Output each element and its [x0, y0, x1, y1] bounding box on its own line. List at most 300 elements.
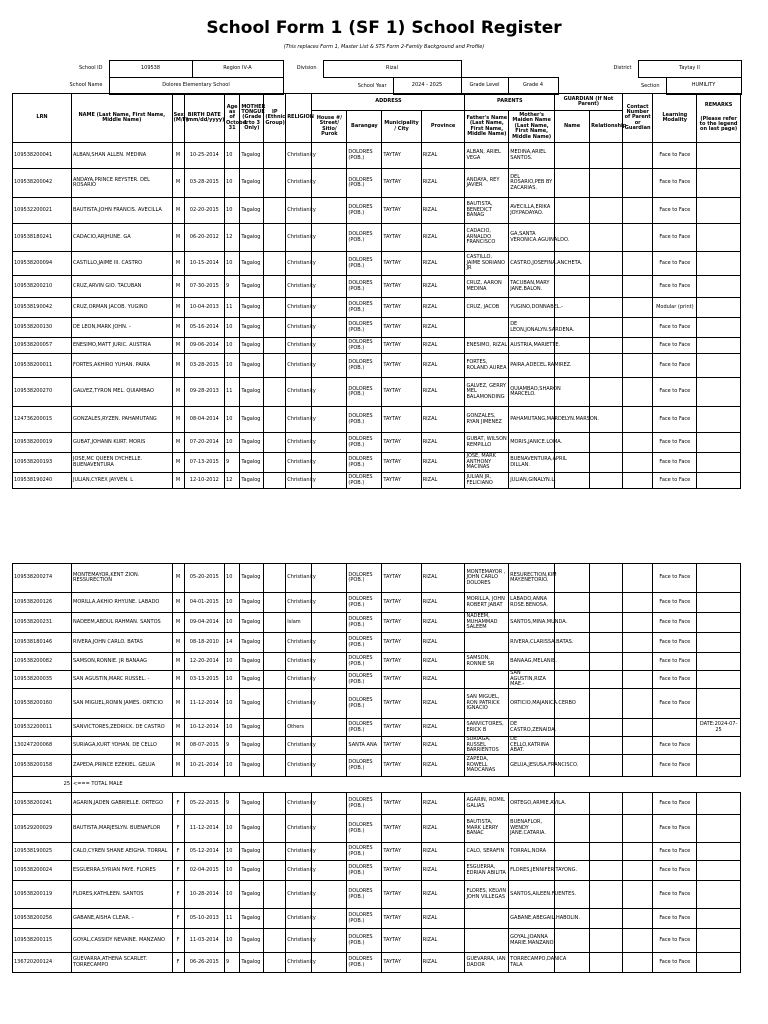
cell-remarks	[697, 276, 741, 298]
division-label: Division	[283, 61, 323, 78]
table-row	[13, 298, 741, 318]
cell-barangay: DOLORES (POB.)	[347, 252, 382, 276]
col-modality: Learning Modality	[653, 94, 697, 143]
cell-municipality: TAYTAY	[382, 453, 421, 473]
cell-age: 10	[225, 143, 240, 169]
cell-remarks	[697, 861, 741, 881]
cell-mother-name: QUIAMBAO,SHARON MARCELO.	[509, 378, 555, 407]
cell-mother-name: BANAAG,MELANIE.	[509, 653, 555, 671]
cell-lrn: 109538200011	[13, 354, 72, 378]
cell-contact-number	[622, 564, 653, 593]
cell-remarks	[697, 433, 741, 453]
cell-guardian-relationship	[590, 793, 623, 815]
cell-guardian-name	[555, 719, 590, 737]
cell-province: RIZAL	[421, 719, 465, 737]
cell-mother-tongue: Tagalog	[240, 793, 264, 815]
cell-ip	[264, 453, 286, 473]
cell-guardian-name	[555, 378, 590, 407]
cell-lrn: 109538200041	[13, 143, 72, 169]
cell-municipality: TAYTAY	[382, 564, 421, 593]
cell-barangay: SANTA ANA	[347, 737, 382, 755]
cell-contact-number	[622, 224, 653, 252]
cell-ip	[264, 407, 286, 433]
cell-house	[312, 564, 347, 593]
cell-age: 10	[225, 354, 240, 378]
table-row	[13, 881, 741, 909]
cell-ip	[264, 433, 286, 453]
cell-birth-date: 03-28-2015	[184, 354, 224, 378]
table-row	[13, 354, 741, 378]
cell-house	[312, 653, 347, 671]
grade-level-label: Grade Level	[461, 78, 508, 95]
cell-age: 11	[225, 298, 240, 318]
cell-lrn: 109538200256	[13, 909, 72, 929]
cell-learning-modality: Face to Face	[653, 169, 697, 198]
table-row	[13, 953, 741, 973]
cell-learner-name: DE LEON,MARK JOHN. -	[72, 318, 173, 338]
cell-barangay: DOLORES (POB.)	[347, 929, 382, 953]
cell-remarks	[697, 564, 741, 593]
cell-mother-tongue: Tagalog	[240, 671, 264, 689]
cell-age: 10	[225, 653, 240, 671]
cell-house	[312, 689, 347, 719]
cell-lrn: 109538200019	[13, 433, 72, 453]
col-province: Province	[421, 111, 465, 143]
cell-father-name: SURIAGA, RUSSEL BARRIENTOS	[465, 737, 509, 755]
cell-learning-modality: Face to Face	[653, 593, 697, 613]
cell-learner-name: AGARIN,JADEN GABRIELLE. ORTEGO	[72, 793, 173, 815]
cell-mother-name: MORIS,JANICE.LOMA.	[509, 433, 555, 453]
cell-sex: M	[172, 298, 184, 318]
table-row	[13, 276, 741, 298]
cell-contact-number	[622, 143, 653, 169]
cell-mother-tongue: Tagalog	[240, 298, 264, 318]
cell-guardian-name	[555, 169, 590, 198]
cell-learning-modality: Face to Face	[653, 793, 697, 815]
table-row	[13, 909, 741, 929]
cell-learning-modality: Face to Face	[653, 354, 697, 378]
cell-contact-number	[622, 689, 653, 719]
cell-religion: Christianity	[286, 671, 312, 689]
cell-ip	[264, 224, 286, 252]
col-guardian-relationship: Relationship	[590, 111, 623, 143]
cell-barangay: DOLORES (POB.)	[347, 276, 382, 298]
cell-religion: Christianity	[286, 793, 312, 815]
cell-ip	[264, 861, 286, 881]
col-remarks-note: (Please refer to the legend on last page)	[699, 115, 738, 133]
cell-barangay: DOLORES (POB.)	[347, 755, 382, 777]
cell-learning-modality: Face to Face	[653, 564, 697, 593]
cell-ip	[264, 564, 286, 593]
cell-municipality: TAYTAY	[382, 354, 421, 378]
cell-birth-date: 05-12-2014	[184, 843, 224, 861]
cell-ip	[264, 613, 286, 633]
cell-province: RIZAL	[421, 318, 465, 338]
cell-learner-name: SAMSON,RONNIE. JR BANAAG	[72, 653, 173, 671]
cell-guardian-relationship	[590, 564, 623, 593]
cell-contact-number	[622, 909, 653, 929]
cell-guardian-relationship	[590, 653, 623, 671]
cell-province: RIZAL	[421, 338, 465, 354]
cell-father-name: NADEEM, MUHAMMAD SALEEM	[465, 613, 509, 633]
cell-learning-modality: Face to Face	[653, 653, 697, 671]
cell-birth-date: 02-20-2015	[184, 198, 224, 224]
cell-sex: M	[172, 719, 184, 737]
cell-remarks	[697, 198, 741, 224]
cell-mother-name: SANTOS,AILEEN.FUENTES.	[509, 881, 555, 909]
cell-mother-name: DEL ROSARIO,PEB BY ZACARIAS.	[509, 169, 555, 198]
col-contact: Contact Number of Parent or Guardian	[622, 94, 653, 143]
cell-mother-name: ORTEGO,ARMIE.AVILA.	[509, 793, 555, 815]
cell-age: 10	[225, 169, 240, 198]
cell-guardian-relationship	[590, 318, 623, 338]
cell-remarks	[697, 815, 741, 843]
cell-learner-name: FLORES,KATHLEEN. SANTOS	[72, 881, 173, 909]
cell-religion: Christianity	[286, 338, 312, 354]
cell-sex: F	[172, 953, 184, 973]
cell-mother-tongue: Tagalog	[240, 564, 264, 593]
cell-remarks	[697, 169, 741, 198]
cell-house	[312, 453, 347, 473]
cell-municipality: TAYTAY	[382, 671, 421, 689]
cell-lrn: 109538200126	[13, 593, 72, 613]
cell-religion: Christianity	[286, 815, 312, 843]
cell-religion: Christianity	[286, 433, 312, 453]
cell-house	[312, 224, 347, 252]
cell-lrn: 109538200024	[13, 861, 72, 881]
cell-sex: M	[172, 433, 184, 453]
cell-age: 10	[225, 815, 240, 843]
cell-municipality: TAYTAY	[382, 843, 421, 861]
cell-birth-date: 08-18-2010	[184, 633, 224, 653]
cell-guardian-relationship	[590, 929, 623, 953]
cell-house	[312, 407, 347, 433]
cell-learner-name: CASTILLO,JAIME III. CASTRO	[72, 252, 173, 276]
cell-birth-date: 05-10-2013	[184, 909, 224, 929]
cell-age: 10	[225, 433, 240, 453]
cell-learner-name: MORILLA,AKHIO RHYUNE. LABADO	[72, 593, 173, 613]
cell-learning-modality: Face to Face	[653, 815, 697, 843]
cell-lrn: 109538200094	[13, 252, 72, 276]
cell-guardian-relationship	[590, 755, 623, 777]
cell-sex: M	[172, 224, 184, 252]
cell-religion: Christianity	[286, 593, 312, 613]
cell-birth-date: 10-15-2014	[184, 252, 224, 276]
cell-ip	[264, 653, 286, 671]
cell-ip	[264, 689, 286, 719]
cell-mother-name: BUENAVENTURA,APRIL DILLAN.	[509, 453, 555, 473]
cell-barangay: DOLORES (POB.)	[347, 198, 382, 224]
cell-age: 10	[225, 613, 240, 633]
cell-learner-name: BAUTISTA,JOHN FRANCIS. AVECILLA	[72, 198, 173, 224]
cell-religion: Christianity	[286, 378, 312, 407]
cell-age: 9	[225, 737, 240, 755]
cell-birth-date: 05-20-2015	[184, 564, 224, 593]
cell-remarks	[697, 593, 741, 613]
cell-remarks	[697, 407, 741, 433]
cell-contact-number	[622, 593, 653, 613]
cell-learning-modality: Face to Face	[653, 224, 697, 252]
cell-province: RIZAL	[421, 689, 465, 719]
cell-house	[312, 169, 347, 198]
cell-municipality: TAYTAY	[382, 737, 421, 755]
cell-remarks	[697, 653, 741, 671]
col-address: ADDRESS	[312, 94, 465, 111]
cell-religion: Christianity	[286, 143, 312, 169]
cell-remarks	[697, 613, 741, 633]
cell-father-name: CRUZ, AARON MEDINA	[465, 276, 509, 298]
cell-birth-date: 08-04-2014	[184, 407, 224, 433]
cell-father-name: MORILLA, JOHN ROBERT JABAT	[465, 593, 509, 613]
cell-mother-tongue: Tagalog	[240, 378, 264, 407]
cell-house	[312, 671, 347, 689]
cell-sex: M	[172, 564, 184, 593]
cell-house	[312, 298, 347, 318]
cell-learner-name: GONZALES,RYZEN. PAHAMUTANG	[72, 407, 173, 433]
cell-religion: Christianity	[286, 298, 312, 318]
register-table-page2	[12, 563, 741, 973]
cell-lrn: 109538200193	[13, 453, 72, 473]
cell-mother-name: GA,SANTA VERONICA.AGUINALDO.	[509, 224, 555, 252]
cell-guardian-relationship	[590, 169, 623, 198]
cell-municipality: TAYTAY	[382, 338, 421, 354]
cell-barangay: DOLORES (POB.)	[347, 453, 382, 473]
cell-mother-tongue: Tagalog	[240, 198, 264, 224]
cell-municipality: TAYTAY	[382, 318, 421, 338]
cell-father-name	[465, 909, 509, 929]
cell-house	[312, 815, 347, 843]
cell-ip	[264, 198, 286, 224]
cell-sex: M	[172, 613, 184, 633]
cell-house	[312, 252, 347, 276]
cell-religion: Christianity	[286, 198, 312, 224]
cell-sex: M	[172, 473, 184, 489]
cell-guardian-relationship	[590, 613, 623, 633]
cell-mother-tongue: Tagalog	[240, 909, 264, 929]
cell-mother-tongue: Tagalog	[240, 433, 264, 453]
cell-mother-tongue: Tagalog	[240, 929, 264, 953]
cell-mother-name: AVECILLA,ERIKA JOY.PADAYAO.	[509, 198, 555, 224]
cell-sex: F	[172, 793, 184, 815]
cell-lrn: 124736200015	[13, 407, 72, 433]
cell-municipality: TAYTAY	[382, 378, 421, 407]
cell-mother-name: GELUA,JESUSA.FRANCISCO.	[509, 755, 555, 777]
cell-guardian-relationship	[590, 689, 623, 719]
cell-remarks	[697, 453, 741, 473]
register-table-page1	[12, 93, 741, 489]
cell-remarks: DATE:2024-07-25	[697, 719, 741, 737]
cell-birth-date: 10-04-2013	[184, 298, 224, 318]
cell-ip	[264, 843, 286, 861]
cell-contact-number	[622, 755, 653, 777]
cell-age: 10	[225, 719, 240, 737]
cell-age: 9	[225, 453, 240, 473]
cell-contact-number	[622, 407, 653, 433]
cell-learning-modality: Face to Face	[653, 613, 697, 633]
cell-lrn: 130247200068	[13, 737, 72, 755]
cell-mother-tongue: Tagalog	[240, 953, 264, 973]
cell-contact-number	[622, 633, 653, 653]
cell-religion: Christianity	[286, 755, 312, 777]
table-row	[13, 755, 741, 777]
cell-remarks	[697, 953, 741, 973]
table-row	[13, 143, 741, 169]
cell-mother-name: RESURECTION,KIM MAY.ENETORIO.	[509, 564, 555, 593]
cell-guardian-relationship	[590, 252, 623, 276]
cell-contact-number	[622, 276, 653, 298]
cell-remarks	[697, 929, 741, 953]
col-religion: RELIGION	[286, 94, 312, 143]
cell-barangay: DOLORES (POB.)	[347, 318, 382, 338]
cell-province: RIZAL	[421, 252, 465, 276]
cell-mother-name: FLORES,JENNIFER.TAYONG.	[509, 861, 555, 881]
cell-learning-modality: Face to Face	[653, 407, 697, 433]
cell-mother-tongue: Tagalog	[240, 276, 264, 298]
cell-guardian-relationship	[590, 719, 623, 737]
cell-sex: M	[172, 252, 184, 276]
cell-remarks	[697, 338, 741, 354]
cell-learning-modality: Face to Face	[653, 378, 697, 407]
school-year-label: School Year	[283, 78, 393, 95]
cell-mother-name: AUSTRIA,MARIETTE.	[509, 338, 555, 354]
division-value: Rizal	[323, 61, 461, 78]
cell-ip	[264, 354, 286, 378]
col-mother: Mother's Maiden Name (Last Name, First Name, Middle Name)	[509, 111, 555, 143]
cell-ip	[264, 815, 286, 843]
cell-municipality: TAYTAY	[382, 953, 421, 973]
col-remarks	[697, 94, 741, 143]
cell-learning-modality: Face to Face	[653, 737, 697, 755]
cell-barangay: DOLORES (POB.)	[347, 564, 382, 593]
cell-house	[312, 843, 347, 861]
cell-province: RIZAL	[421, 929, 465, 953]
cell-religion: Christianity	[286, 633, 312, 653]
col-birth-date: BIRTH DATE (mm/dd/yyyy)	[184, 94, 224, 143]
cell-guardian-name	[555, 737, 590, 755]
cell-learning-modality: Modular (print)	[653, 298, 697, 318]
cell-ip	[264, 338, 286, 354]
cell-sex: M	[172, 378, 184, 407]
cell-birth-date: 10-12-2014	[184, 719, 224, 737]
cell-learning-modality: Face to Face	[653, 276, 697, 298]
cell-sex: M	[172, 653, 184, 671]
cell-birth-date: 07-20-2014	[184, 433, 224, 453]
cell-birth-date: 09-06-2014	[184, 338, 224, 354]
cell-sex: F	[172, 815, 184, 843]
cell-lrn: 109538190025	[13, 843, 72, 861]
cell-remarks	[697, 737, 741, 755]
cell-father-name: GUEVARRA, IAN DADOR	[465, 953, 509, 973]
school-info-table	[12, 60, 742, 95]
cell-barangay: DOLORES (POB.)	[347, 909, 382, 929]
cell-religion: Christianity	[286, 881, 312, 909]
cell-birth-date: 02-04-2015	[184, 861, 224, 881]
col-age: Age as of October 31	[225, 94, 240, 143]
cell-birth-date: 11-03-2014	[184, 929, 224, 953]
cell-guardian-name	[555, 929, 590, 953]
cell-age: 10	[225, 407, 240, 433]
cell-learning-modality: Face to Face	[653, 633, 697, 653]
cell-municipality: TAYTAY	[382, 252, 421, 276]
cell-father-name: ALBAN, ARIEL VEGA	[465, 143, 509, 169]
cell-sex: F	[172, 909, 184, 929]
cell-mother-name: RIVERA,CLARISSA.BATAS.	[509, 633, 555, 653]
cell-mother-name: DE LEON,JONALYN.SARDENA.	[509, 318, 555, 338]
cell-lrn: 109538200158	[13, 755, 72, 777]
cell-contact-number	[622, 861, 653, 881]
section-label: Section	[591, 78, 666, 95]
cell-age: 10	[225, 564, 240, 593]
cell-mother-tongue: Tagalog	[240, 843, 264, 861]
cell-ip	[264, 953, 286, 973]
cell-mother-tongue: Tagalog	[240, 453, 264, 473]
cell-father-name: GUBAT, WILSON REMPILLO	[465, 433, 509, 453]
cell-lrn: 109538200082	[13, 653, 72, 671]
cell-lrn: 109538200231	[13, 613, 72, 633]
cell-sex: M	[172, 593, 184, 613]
cell-barangay: DOLORES (POB.)	[347, 473, 382, 489]
section-value: HUMILITY	[666, 78, 741, 95]
col-name: NAME (Last Name, First Name, Middle Name)	[72, 94, 173, 143]
cell-house	[312, 737, 347, 755]
cell-remarks	[697, 843, 741, 861]
cell-guardian-relationship	[590, 909, 623, 929]
col-guardian: GUARDIAN (If Not Parent)	[555, 94, 623, 111]
cell-sex: M	[172, 198, 184, 224]
cell-mother-name: YUGINO,DONNABEL.-	[509, 298, 555, 318]
cell-municipality: TAYTAY	[382, 224, 421, 252]
col-guardian-name: Name	[555, 111, 590, 143]
cell-guardian-relationship	[590, 881, 623, 909]
cell-municipality: TAYTAY	[382, 815, 421, 843]
cell-father-name: SAN MIGUEL, RON PATRICK IGNACIO	[465, 689, 509, 719]
cell-contact-number	[622, 881, 653, 909]
cell-religion: Christianity	[286, 564, 312, 593]
cell-mother-tongue: Tagalog	[240, 338, 264, 354]
school-id-value: 109538	[109, 61, 192, 78]
cell-religion: Christianity	[286, 224, 312, 252]
cell-lrn: 109538200210	[13, 276, 72, 298]
cell-learner-name: GUEVARRA,ATHENA SCARLET. TORRECAMPO	[72, 953, 173, 973]
cell-mother-name: TORRECAMPO,DANICA TALA	[509, 953, 555, 973]
cell-father-name: BAUTISTA, BENEDICT BANAG	[465, 198, 509, 224]
cell-age: 10	[225, 929, 240, 953]
cell-lrn: 109538200274	[13, 564, 72, 593]
cell-ip	[264, 473, 286, 489]
cell-learner-name: CRUZ,ORMAN JACOB. YUGINO	[72, 298, 173, 318]
cell-barangay: DOLORES (POB.)	[347, 861, 382, 881]
total-male-label: <=== TOTAL MALE	[72, 777, 741, 793]
table-row	[13, 407, 741, 433]
cell-province: RIZAL	[421, 633, 465, 653]
cell-ip	[264, 143, 286, 169]
cell-mother-name: PAIRA,ADECEL.RAMIREZ.	[509, 354, 555, 378]
cell-municipality: TAYTAY	[382, 929, 421, 953]
cell-sex: M	[172, 671, 184, 689]
cell-religion: Christianity	[286, 737, 312, 755]
col-municipality: Municipality / City	[382, 111, 421, 143]
cell-learning-modality: Face to Face	[653, 433, 697, 453]
cell-house	[312, 613, 347, 633]
cell-contact-number	[622, 815, 653, 843]
table-row	[13, 473, 741, 489]
table-row	[13, 169, 741, 198]
cell-age: 10	[225, 252, 240, 276]
table-row	[13, 252, 741, 276]
cell-age: 10	[225, 755, 240, 777]
cell-barangay: DOLORES (POB.)	[347, 354, 382, 378]
cell-house	[312, 755, 347, 777]
